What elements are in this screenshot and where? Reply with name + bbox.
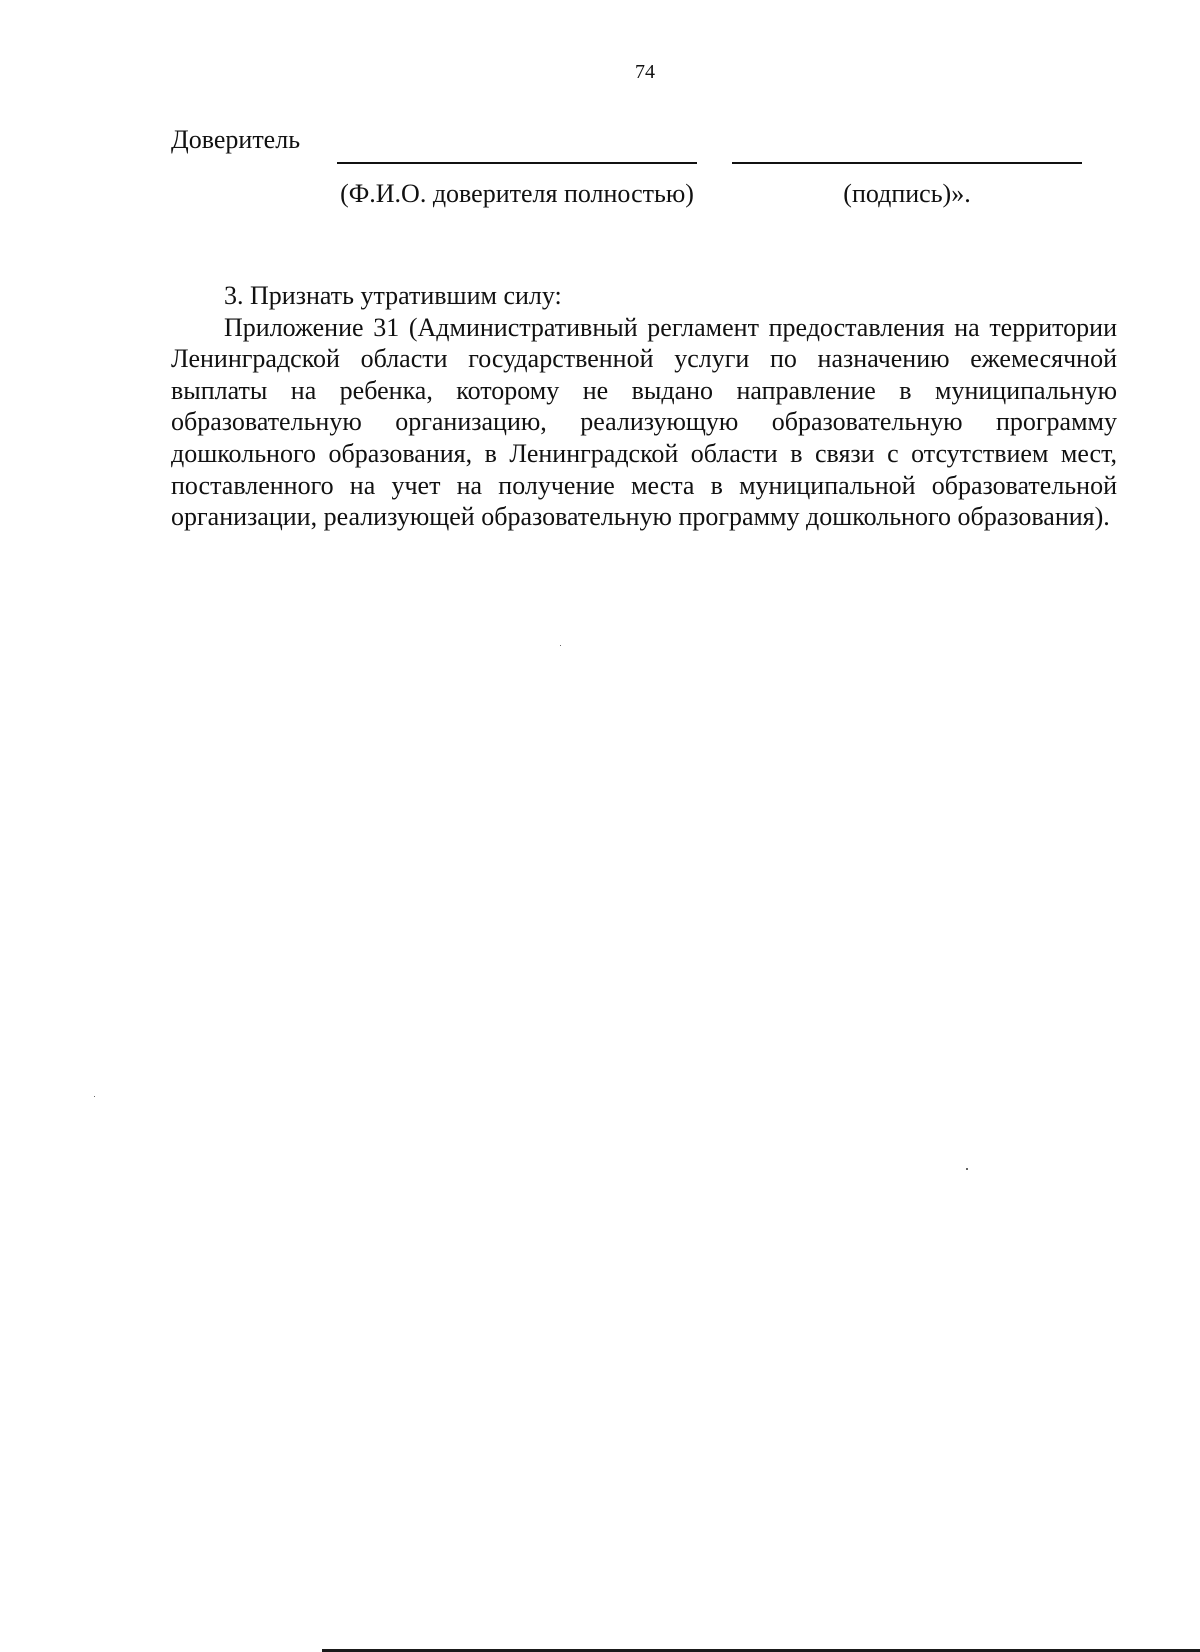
section-3 bbox=[171, 280, 1117, 533]
trustor-name-caption: (Ф.И.О. доверителя полностью) bbox=[340, 179, 694, 208]
scan-speck bbox=[94, 1096, 95, 1097]
section-3-heading: 3. Признать утратившим силу: bbox=[224, 281, 562, 310]
trustor-signature-line bbox=[732, 162, 1082, 164]
page-number: 74 bbox=[635, 61, 655, 83]
scan-speck bbox=[966, 1168, 968, 1170]
trustor-label: Доверитель bbox=[171, 125, 301, 154]
trustor-name-line bbox=[337, 162, 697, 164]
section-3-body: Приложение 31 (Административный регламент предоставления на территории Ленинградской области государственной услуги по назначению ежемесячной выплаты на ребенка, которому не выдано направление в муниципальную образовательную организацию, реализующую образовательную программу дошкольного образования, в Ленинградской области в связи с отсутствием мест, поставленного на учет на получение места в муниципальной образовательной организации, реализующей образовательную программу дошкольного образования). bbox=[171, 312, 1117, 532]
scan-speck bbox=[560, 645, 561, 646]
trustor-signature-caption: (подпись)». bbox=[843, 179, 971, 208]
